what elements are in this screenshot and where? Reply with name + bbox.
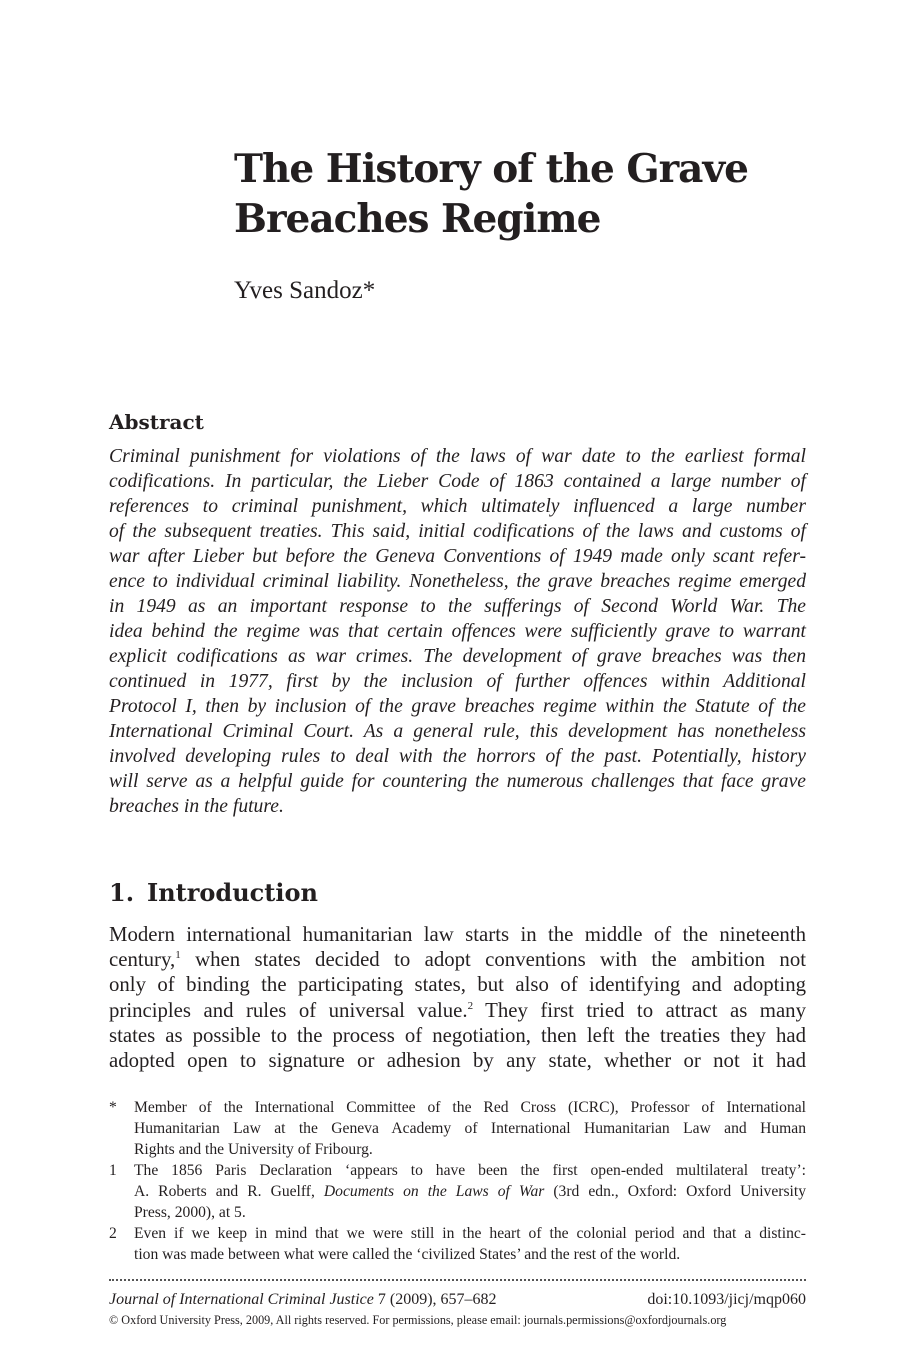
abstract-line: war after Lieber but before the Geneva Conventions of 1949 made only scant refer- <box>109 546 806 567</box>
journal-name: Journal of International Criminal Justice <box>109 1291 374 1308</box>
body-text: principles and rules of universal value. <box>109 998 468 1022</box>
body-line: only of binding the participating states, but also of identifying and adopting <box>109 973 806 997</box>
footnote-text: (3rd edn., Oxford: Oxford University <box>544 1183 806 1200</box>
body-line <box>109 998 806 1023</box>
introduction-text <box>109 922 806 1073</box>
footnote-line: Even if we keep in mind that we were still in the heart of the colonial period and that a distinc- <box>134 1225 806 1242</box>
abstract-line: explicit codifications as war crimes. The development of grave breaches was then <box>109 646 806 667</box>
body-text: They first tried to attract as many <box>473 998 806 1022</box>
body-line: adopted open to signature or adhesion by any state, whether or not it had <box>109 1049 806 1073</box>
abstract-heading: Abstract <box>109 410 204 434</box>
author-name: Yves Sandoz* <box>234 277 376 304</box>
journal-reference <box>109 1290 497 1310</box>
footnote-line: Member of the International Committee of the Red Cross (ICRC), Professor of International <box>134 1099 806 1116</box>
abstract-line: breaches in the future. <box>109 796 284 817</box>
body-line <box>109 947 806 972</box>
abstract-text <box>109 444 806 819</box>
body-text: century, <box>109 948 176 972</box>
footnote-line <box>134 1181 806 1202</box>
section-title: Introduction <box>147 878 318 907</box>
footnote-ref[interactable]: 2 <box>467 999 474 1012</box>
body-line: Modern international humanitarian law starts in the middle of the nineteenth <box>109 923 806 946</box>
footnotes <box>109 1097 806 1265</box>
book-title: Documents on the Laws of War <box>323 1183 545 1200</box>
abstract-line: of the subsequent treaties. This said, initial codifications of the laws and customs of <box>109 521 806 542</box>
footnote-ref[interactable]: 1 <box>175 949 181 962</box>
journal-volume: 7 <box>377 1291 386 1308</box>
footnote-2 <box>109 1223 806 1265</box>
footnote-line: tion was made between what were called the ‘civilized States’ and the rest of the world. <box>134 1246 681 1263</box>
section-heading <box>109 876 318 910</box>
copyright-notice: © Oxford University Press, 2009, All rights reserved. For permissions, please email: journals.permissions@oxfordjournals.org <box>109 1313 727 1327</box>
footnote-line: Rights and the University of Fribourg. <box>134 1141 373 1158</box>
footnote-star <box>109 1097 806 1160</box>
footnote-line: Press, 2000), at 5. <box>134 1204 246 1221</box>
journal-citation <box>109 1290 806 1310</box>
body-line: states as possible to the process of negotiation, then left the treaties they had <box>109 1023 806 1047</box>
abstract-line: Protocol I, then by inclusion of the grave breaches regime within the Statute of the <box>109 696 806 717</box>
footnote-mark: * <box>109 1099 117 1116</box>
abstract-line: ence to individual criminal liability. Nonetheless, the grave breaches regime emerged <box>109 571 806 592</box>
abstract-line: in 1949 as an important response to the sufferings of Second World War. The <box>109 596 806 617</box>
abstract-line: continued in 1977, first by the inclusion of further offences within Additional <box>109 671 806 692</box>
abstract-line: idea behind the regime was that certain offences were sufficiently grave to warrant <box>109 621 806 642</box>
doi-link[interactable]: doi:10.1093/jicj/mqp060 <box>647 1291 806 1308</box>
footnote-mark: 1 <box>109 1162 117 1179</box>
footnote-line: The 1856 Paris Declaration ‘appears to have been the first open-ended multilateral treaty’: <box>134 1162 806 1179</box>
footer-divider <box>109 1279 806 1281</box>
abstract-line: references to criminal punishment, which ultimately influenced a large number <box>109 496 806 517</box>
footnote-1 <box>109 1160 806 1223</box>
section-number: 1. <box>109 878 135 907</box>
title-line: Breaches Regime <box>234 196 601 242</box>
article-title <box>234 144 794 244</box>
abstract-line: International Criminal Court. As a general rule, this development has nonetheless <box>109 721 806 742</box>
abstract-line: Criminal punishment for violations of the laws of war date to the earliest formal <box>109 446 806 467</box>
abstract-line: will serve as a helpful guide for countering the numerous challenges that face grave <box>109 771 806 792</box>
footnote-text: A. Roberts and R. Guelff, <box>134 1183 324 1200</box>
abstract-line: involved developing rules to deal with the horrors of the past. Potentially, history <box>109 746 806 767</box>
footnote-mark: 2 <box>109 1225 117 1242</box>
body-text: when states decided to adopt conventions with the ambition not <box>180 948 806 972</box>
abstract-line: codifications. In particular, the Lieber Code of 1863 contained a large number of <box>109 471 806 492</box>
title-line: The History of the Grave <box>234 146 748 192</box>
journal-year-pages: (2009), 657–682 <box>389 1291 497 1308</box>
footnote-line: Humanitarian Law at the Geneva Academy of International Humanitarian Law and Human <box>134 1120 806 1137</box>
